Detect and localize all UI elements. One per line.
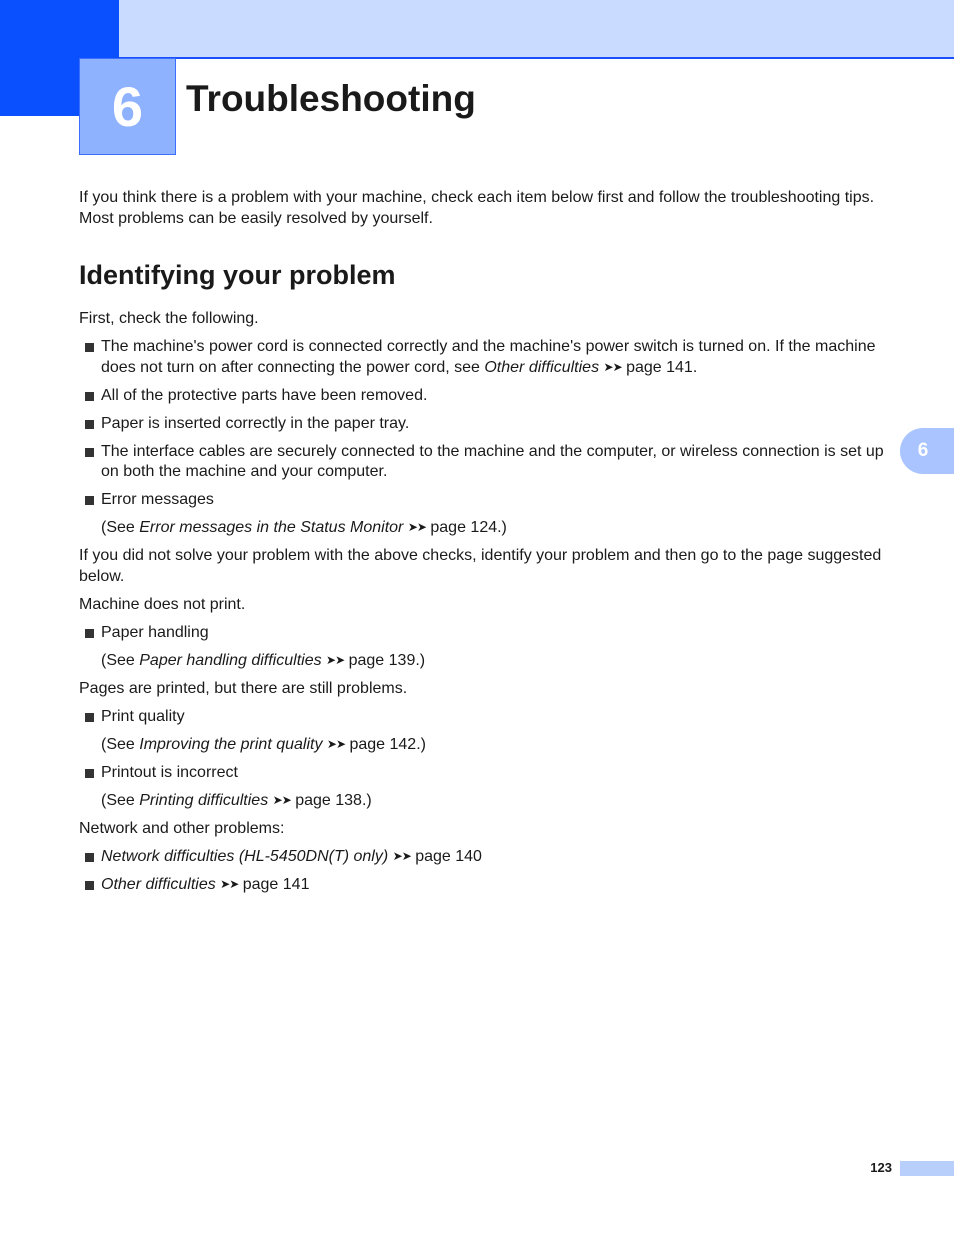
cross-reference-link[interactable]: Paper handling difficulties	[139, 651, 322, 669]
double-arrow-icon: ➤➤	[272, 792, 291, 807]
see-reference	[79, 735, 894, 756]
list-item	[79, 707, 894, 728]
check-list	[79, 337, 894, 511]
cross-reference-link[interactable]: Error messages in the Status Monitor	[139, 519, 404, 536]
square-bullet-icon	[85, 392, 94, 401]
page-number: 123	[870, 1160, 892, 1175]
list-item	[79, 847, 894, 868]
page-reference[interactable]: page 141	[242, 875, 310, 893]
cross-reference-link[interactable]: Printing difficulties	[139, 791, 269, 809]
group-title: Machine does not print.	[79, 595, 246, 613]
check-text: All of the protective parts have been removed.	[101, 386, 428, 404]
check-text: The interface cables are securely connected to the machine and the computer, or wireless connection is set up on both the machine and your computer.	[101, 442, 884, 480]
group-title: Network and other problems:	[79, 819, 285, 837]
first-check-text: First, check the following.	[79, 310, 259, 327]
list-item	[79, 875, 894, 896]
square-bullet-icon	[85, 343, 94, 352]
chapter-side-tab[interactable]	[900, 428, 954, 474]
cross-reference-link[interactable]: Other difficulties	[101, 875, 216, 893]
page-content	[79, 188, 894, 903]
list-item	[79, 623, 894, 644]
page-reference[interactable]: page 141.	[626, 358, 698, 376]
cross-reference-link[interactable]: Network difficulties (HL-5450DN(T) only)	[101, 847, 389, 865]
square-bullet-icon	[85, 448, 94, 457]
page-reference[interactable]: page 139.)	[348, 651, 426, 669]
list-item	[79, 414, 894, 435]
see-reference	[79, 791, 894, 812]
see-prefix: (See	[101, 735, 140, 753]
side-tab-label: 6	[917, 440, 929, 461]
list-item	[79, 386, 894, 407]
square-bullet-icon	[85, 713, 94, 722]
double-arrow-icon: ➤➤	[326, 736, 346, 751]
not-solved-paragraph: If you did not solve your problem with the above checks, identify your problem and then go to the page suggested below.	[79, 547, 882, 585]
list-item	[79, 442, 894, 483]
see-reference	[79, 651, 894, 672]
square-bullet-icon	[85, 629, 94, 638]
item-label: Print quality	[101, 707, 185, 725]
cross-reference-link[interactable]: Other difficulties	[484, 358, 600, 376]
section-heading: Identifying your problem	[79, 260, 396, 290]
check-text: The machine's power cord is connected correctly and the machine's power switch is turned on. If the machine does not turn on after connecting the power cord, see	[101, 338, 876, 376]
square-bullet-icon	[85, 769, 94, 778]
see-prefix: (See	[101, 791, 140, 809]
header-band	[119, 0, 954, 58]
check-text: Error messages	[101, 491, 214, 508]
page-reference[interactable]: page 142.)	[349, 735, 426, 753]
group-list	[79, 623, 894, 644]
chapter-number: 6	[111, 75, 144, 138]
double-arrow-icon: ➤➤	[603, 359, 622, 374]
footer-bar	[900, 1161, 954, 1176]
check-text: Paper is inserted correctly in the paper tray.	[101, 414, 410, 432]
cross-reference-link[interactable]: Improving the print quality	[139, 735, 323, 753]
page-reference[interactable]: page 140	[415, 847, 482, 865]
group-list	[79, 847, 894, 896]
intro-paragraph: If you think there is a problem with your machine, check each item below first and follow the troubleshooting tips. Most problems can be easily resolved by yourself.	[79, 189, 875, 227]
double-arrow-icon: ➤➤	[326, 652, 345, 667]
list-item	[79, 763, 894, 784]
page-reference[interactable]: page 124.)	[430, 519, 507, 536]
group-list	[79, 763, 894, 784]
item-label: Paper handling	[101, 623, 209, 641]
chapter-title: Troubleshooting	[186, 78, 476, 119]
see-prefix: (See	[101, 651, 140, 669]
double-arrow-icon: ➤➤	[407, 520, 426, 534]
list-item	[79, 490, 894, 511]
square-bullet-icon	[85, 420, 94, 429]
group-title: Pages are printed, but there are still problems.	[79, 679, 408, 697]
double-arrow-icon: ➤➤	[392, 848, 411, 863]
list-item	[79, 337, 894, 378]
header-rule	[119, 57, 954, 59]
page-reference[interactable]: page 138.)	[295, 791, 372, 809]
item-label: Printout is incorrect	[101, 763, 238, 781]
see-prefix: (See	[101, 519, 140, 536]
square-bullet-icon	[85, 853, 94, 862]
see-reference	[79, 518, 894, 539]
group-list	[79, 707, 894, 728]
square-bullet-icon	[85, 496, 94, 505]
square-bullet-icon	[85, 881, 94, 890]
double-arrow-icon: ➤➤	[220, 876, 239, 891]
chapter-number-box	[79, 58, 176, 155]
